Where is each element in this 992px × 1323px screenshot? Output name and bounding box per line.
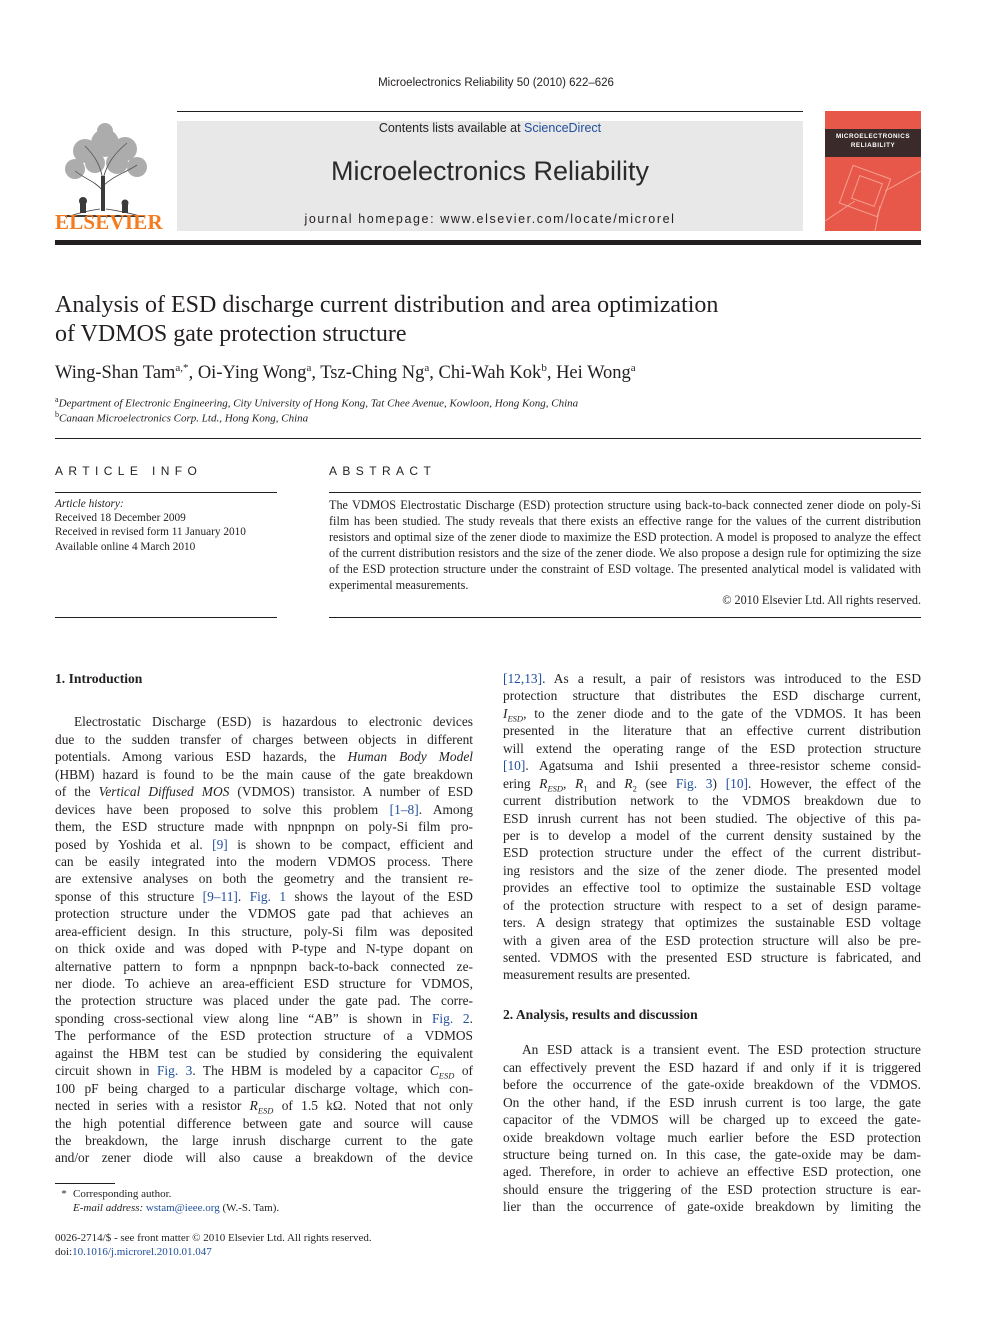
cover-title: MICROELECTRONICS RELIABILITY: [835, 133, 911, 149]
text-line: them, the ESD structure made with npnpnpn on poly-Si film pro-: [55, 819, 473, 835]
text-line: nected in series with a resistor $R_{ESD}$ of 1.5 kΩ. Noted that not only: [55, 1098, 473, 1116]
text-line: with a given area of the ESD protection structure will also be pre-: [503, 932, 921, 948]
journal-cover-image: [825, 111, 921, 231]
text-line: capacitor of the VDMOS will be charged up to exceed the gate-: [503, 1112, 921, 1128]
text-line: against the HBM test can be studied by considering the equivalent: [55, 1045, 473, 1061]
ref-link[interactable]: [9–11]: [202, 888, 238, 904]
text-line: structure being turned on. In this case, the gate-oxide may be dam-: [503, 1146, 921, 1162]
article-title: Analysis of ESD discharge current distribution and area optimization of VDMOS gate protection structure: [55, 292, 719, 347]
text-line: Electrostatic Discharge (ESD) is hazardous to electronic devices: [74, 714, 473, 730]
text-line: protection structure under the VDMOS gate pad that achieves an: [55, 906, 473, 922]
contents-prefix: Contents lists available at: [378, 121, 525, 135]
contents-available-line: [177, 121, 803, 135]
text-line: circuit shown in Fig. 3. The HBM is modeled by a capacitor $C_{ESD}$ of: [55, 1063, 473, 1081]
text-line: alternative pattern to form a npnpnpn back-to-back connected ze-: [55, 958, 473, 974]
abstract-bottom-rule: [329, 617, 921, 618]
text-line: provides an effective tool to optimize the sustainable ESD voltage: [503, 880, 921, 896]
text-line: $I_{ESD}$, to the zener diode and to the gate of the VDMOS. It has been: [503, 705, 921, 724]
journal-homepage[interactable]: journal homepage: www.elsevier.com/locate/microrel: [304, 212, 676, 226]
text-line: ESD inrush current has not been studied. The objective of this pa-: [503, 810, 921, 826]
abstract-copyright: © 2010 Elsevier Ltd. All rights reserved.: [722, 593, 921, 607]
header-top-rule: [177, 111, 803, 112]
text-line: area-efficient design. In this structure, poly-Si film was deposited: [55, 923, 473, 939]
figure-link[interactable]: Fig. 3: [675, 775, 713, 791]
author-name[interactable]: Wing-Shan Tam: [55, 363, 176, 384]
article-info-bottom-rule: [55, 617, 277, 618]
journal-citation: Microelectronics Reliability 50 (2010) 622–626: [378, 77, 614, 89]
figure-link[interactable]: Fig. 1: [249, 888, 287, 904]
sciencedirect-link[interactable]: ScienceDirect: [524, 121, 602, 135]
text-line: posed by Yoshida et al. [9] is shown to be compact, efficient and: [55, 836, 473, 852]
text-line: will extend the operating range of the ESD protection structure: [503, 740, 921, 756]
text-line: the protection structure was placed under the gate pad. The corre-: [55, 993, 473, 1009]
text-line: can effectively prevent the ESD hazard if and only if it is triggered: [503, 1059, 921, 1075]
text-line: the high potential difference between gate and source will cause: [55, 1115, 473, 1131]
author-name[interactable]: Hei Wong: [556, 363, 631, 384]
text-line: oxide breakdown voltage much earlier before the ESD protection: [503, 1129, 921, 1145]
abstract-text: The VDMOS Electrostatic Discharge (ESD) protection structure using back-to-back connected zener diode on poly-Si film has been studied. The study reveals that there exists an effective range for the values of the current distribution resistors and optimal size of the zener diode to maximize the ESD protection. A model is proposed to analyze the effect of the current distribution resistors and the size of the zener diode. We also propose a design rule for optimizing the size of the ESD protection structure under the constraint of ESD voltage. The presented analytical model is validated with experimental measurements.: [329, 498, 921, 592]
text-line: 100 pF being charged to a particular discharge voltage, which con-: [55, 1080, 473, 1096]
authors-rule: [55, 438, 921, 439]
article-info-rule: [55, 492, 277, 493]
text-line: before the occurrence of the gate-oxide breakdown of the VDMOS.: [503, 1077, 921, 1093]
article-info-heading: ARTICLE INFO: [55, 464, 203, 478]
text-line: The performance of the ESD protection structure of a VDMOS: [55, 1028, 473, 1044]
ref-link[interactable]: [1–8]: [389, 801, 419, 817]
text-line: An ESD attack is a transient event. The ESD protection structure: [522, 1042, 921, 1058]
text-line: per is to develop a model of the current density sustained by the: [503, 827, 921, 843]
text-line: on thick oxide and was doped with P-type and N-type dopant on: [55, 941, 473, 957]
text-line: the breakdown, the large inrush discharge current to the gate: [55, 1132, 473, 1148]
author-list: Wing-Shan Tam$^{a,*}$, Oi-Ying Wong$^a$, Tsz-Ching Ng$^a$, Chi-Wah Kok$^b$, Hei Wong$^a$: [55, 362, 636, 384]
journal-name: Microelectronics Reliability: [330, 156, 650, 186]
author-name[interactable]: Oi-Ying Wong: [197, 363, 307, 384]
footnote: * Corresponding author. E-mail address: wstam@ieee.org (W.-S. Tam).: [61, 1188, 280, 1214]
body-column-right: [503, 670, 921, 1216]
text-line: of the protection structure with respect to a set of design parame-: [503, 897, 921, 913]
figure-link[interactable]: Fig. 2: [431, 1010, 470, 1026]
ref-link[interactable]: [9]: [212, 836, 228, 852]
text-line: potentials. Among various ESD hazards, the Human Body Model: [55, 749, 473, 765]
body-column-left: [55, 670, 473, 1167]
abstract-heading: ABSTRACT: [329, 464, 437, 478]
author-name[interactable]: Chi-Wah Kok: [438, 363, 542, 384]
text-line: ner diode. To achieve an area-efficient ESD structure for VDMOS,: [55, 976, 473, 991]
text-line: ESD protection structure under the effect of the current distribut-: [503, 845, 921, 861]
text-line: ters. A design strategy that optimizes the sustainable ESD voltage: [503, 915, 921, 931]
text-line: presented in the literature that an effective current distribution: [503, 723, 921, 739]
email-link[interactable]: wstam@ieee.org: [145, 1202, 220, 1214]
author-name[interactable]: Tsz-Ching Ng: [320, 363, 425, 384]
text-line: protection structure that distributes the ESD discharge current,: [503, 688, 921, 704]
section-heading: 2. Analysis, results and discussion: [503, 1006, 698, 1022]
text-line: current distribution network to the VDMOS breakdown due to: [503, 793, 921, 809]
text-line: and/or zener diode will also cause a breakdown of the device: [55, 1150, 473, 1166]
text-line: devices have been proposed to solve this problem [1–8]. Among: [55, 801, 473, 817]
section-heading: 1. Introduction: [55, 671, 143, 686]
ref-link[interactable]: [10]: [503, 758, 526, 774]
ref-link[interactable]: [10]: [725, 775, 748, 791]
text-line: ing resistors and the size of the zener diode. The presented model: [503, 862, 921, 878]
elsevier-wordmark: ELSEVIER: [55, 210, 163, 234]
header-bottom-rule: [55, 240, 921, 245]
cover-pattern: [825, 161, 921, 231]
text-line: On the other hand, if the ESD inrush current is too large, the gate: [503, 1094, 921, 1110]
figure-link[interactable]: Fig. 3: [156, 1063, 193, 1079]
text-line: due to the sudden transfer of charges between objects in different: [55, 731, 473, 747]
text-line: [12,13]. As a result, a pair of resistors was introduced to the ESD: [503, 671, 921, 686]
text-line: sented. VDMOS with the presented ESD structure is fabricated, and: [503, 950, 921, 965]
article-history: Article history: Received 18 December 2009 Received in revised form 11 January 2010 Available online 4 March 2010: [55, 498, 246, 553]
ref-link[interactable]: [12,13]: [503, 671, 543, 686]
text-line: [10]. Agatsuma and Ishii presented a three-resistor scheme consid-: [503, 758, 921, 774]
text-line: measurement results are presented.: [503, 967, 691, 983]
affiliation-b: $^b$Canaan Microelectronics Corp. Ltd., Hong Kong, China: [55, 410, 309, 425]
text-line: sponding cross-sectional view along line “AB” is shown in Fig. 2.: [55, 1010, 473, 1026]
affiliation-a: $^a$Department of Electronic Engineering, City University of Hong Kong, Tat Chee Avenue, Kowloon, Hong Kong, China: [55, 395, 579, 410]
text-line: ering $R_{ESD}$, $R_1$ and $R_2$ (see Fig. 3) [10]. However, the effect of the: [503, 775, 921, 794]
text-line: are extensive analyses on both the geometry and the transient re-: [55, 871, 473, 887]
doi-link[interactable]: 10.1016/j.microrel.2010.01.047: [72, 1246, 212, 1258]
text-line: can be easily integrated into the modern VDMOS process. There: [55, 853, 473, 869]
text-line: sponse of this structure [9–11]. Fig. 1 shows the layout of the ESD: [55, 888, 473, 904]
text-line: (HBM) hazard is found to be the main cause of the gate breakdown: [55, 766, 473, 782]
text-line: of the Vertical Diffused MOS (VDMOS) transistor. A number of ESD: [55, 784, 473, 800]
abstract-rule: [329, 492, 921, 493]
text-line: aged. Therefore, in order to achieve an effective ESD protection, one: [503, 1164, 921, 1180]
footnote-rule: [55, 1183, 115, 1184]
text-line: lier than the occurrence of gate-oxide breakdown by limiting the: [503, 1199, 921, 1215]
bottom-meta: 0026-2714/$ - see front matter © 2010 Elsevier Ltd. All rights reserved. doi:10.1016/j.microrel.2010.01.047: [55, 1232, 372, 1258]
text-line: should ensure the triggering of the ESD protection structure is ear-: [503, 1181, 921, 1197]
